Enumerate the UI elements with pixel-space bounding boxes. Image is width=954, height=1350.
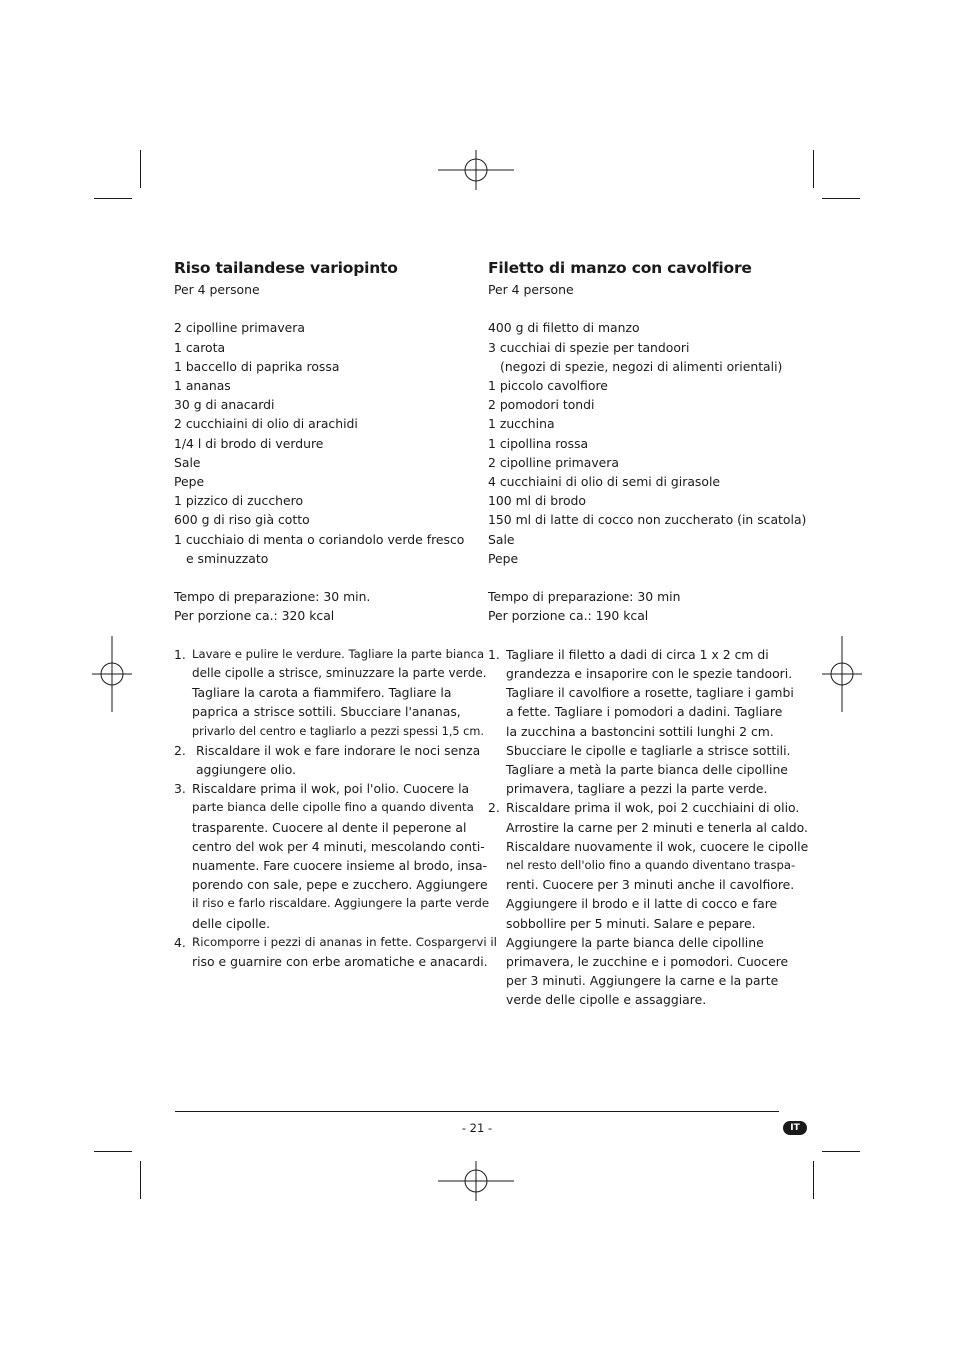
step-line: privarlo del centro e tagliarlo a pezzi spessi 1,5 cm. xyxy=(192,724,484,738)
step-number: 2. xyxy=(174,742,186,758)
step-line: renti. Cuocere per 3 minuti anche il cavolfiore. xyxy=(506,877,795,893)
step-line: sobbollire per 5 minuti. Salare e pepare. xyxy=(506,915,756,931)
step-line: a fette. Tagliare i pomodori a dadini. Tagliare xyxy=(506,704,783,720)
recipe-title: Filetto di manzo con cavolfiore xyxy=(488,259,752,277)
step-line: per 3 minuti. Aggiungere la carne e la parte xyxy=(506,973,779,989)
ingredient: 600 g di riso già cotto xyxy=(174,512,310,528)
ingredient: Sale xyxy=(174,454,201,470)
step-line: trasparente. Cuocere al dente il peperone al xyxy=(192,819,467,835)
step-line: Arrostire la carne per 2 minuti e tenerla al caldo. xyxy=(506,819,808,835)
registration-mark-right xyxy=(804,636,880,712)
step-line: primavera, tagliare a pezzi la parte verde. xyxy=(506,781,768,797)
step-line: Tagliare il filetto a dadi di circa 1 x 2 cm di xyxy=(506,646,769,662)
registration-mark-top xyxy=(438,132,514,208)
steps-list xyxy=(488,645,809,1010)
crop-mark xyxy=(822,198,860,199)
ingredient: 2 cipolline primavera xyxy=(488,454,619,470)
ingredient: 1 baccello di paprika rossa xyxy=(174,358,340,374)
step-line: nel resto dell'olio fino a quando diventano traspa- xyxy=(506,858,796,873)
servings: Per 4 persone xyxy=(174,282,260,297)
ingredient: e sminuzzato xyxy=(186,550,269,566)
ingredient-list xyxy=(488,318,807,568)
ingredient: 4 cucchiaini di olio di semi di girasole xyxy=(488,474,721,490)
footer-rule xyxy=(175,1111,779,1112)
step-line: aggiungere olio. xyxy=(192,762,297,778)
crop-mark xyxy=(94,198,132,199)
step-line: Riscaldare il wok e fare indorare le noci senza xyxy=(192,742,481,758)
step-line: grandezza e insaporire con le spezie tandoori. xyxy=(506,666,793,682)
step xyxy=(488,798,809,1009)
step-line: Riscaldare nuovamente il wok, cuocere le cipolle xyxy=(506,838,809,854)
recipe-title: Riso tailandese variopinto xyxy=(174,259,398,277)
step-line: Tagliare a metà la parte bianca delle cipolline xyxy=(506,762,788,778)
step-number: 2. xyxy=(488,800,500,816)
steps-list xyxy=(174,645,497,971)
registration-mark-left xyxy=(74,636,150,712)
step-line: Lavare e pulire le verdure. Tagliare la parte bianca xyxy=(192,646,485,661)
ingredient: (negozi di spezie, negozi di alimenti orientali) xyxy=(500,358,783,374)
step-line: il riso e farlo riscaldare. Aggiungere la parte verde xyxy=(192,896,490,911)
step xyxy=(174,779,490,933)
step-line: riso e guarnire con erbe aromatiche e anacardi. xyxy=(192,954,488,970)
ingredient: 1 cucchiaio di menta o coriandolo verde fresco xyxy=(174,531,465,547)
ingredient: 1 pizzico di zucchero xyxy=(174,493,304,509)
ingredient-list xyxy=(174,318,469,568)
step-line: Riscaldare prima il wok, poi 2 cucchiaini di olio. xyxy=(506,800,800,816)
crop-mark xyxy=(822,1151,860,1152)
ingredient: 2 cipolline primavera xyxy=(174,320,305,336)
ingredient: 1/4 l di brodo di verdure xyxy=(174,435,324,451)
step-line: paprica a strisce sottili. Sbucciare l'ananas, xyxy=(192,704,461,720)
step-line: Aggiungere il brodo e il latte di cocco e fare xyxy=(506,896,778,912)
step-number: 1. xyxy=(174,646,186,662)
ingredient: 2 pomodori tondi xyxy=(488,397,595,413)
step-line: delle cipolle a strisce, sminuzzare la parte verde. xyxy=(192,666,487,681)
step xyxy=(174,741,481,779)
step-line: la zucchina a bastoncini sottili lunghi 2 cm. xyxy=(506,723,774,739)
step-line: delle cipolle. xyxy=(192,915,271,931)
step-line: Sbucciare le cipolle e tagliarle a strisce sottili. xyxy=(506,742,791,758)
step xyxy=(488,645,794,799)
ingredient: Pepe xyxy=(488,550,519,566)
step-line: parte bianca delle cipolle fino a quando diventa xyxy=(192,800,474,815)
servings: Per 4 persone xyxy=(488,282,574,297)
ingredient: 30 g di anacardi xyxy=(174,397,275,413)
step-line: primavera, le zucchine e i pomodori. Cuocere xyxy=(506,954,789,970)
page-number: - 21 - xyxy=(461,1121,493,1135)
prep-time: Tempo di preparazione: 30 min. xyxy=(174,589,371,605)
recipe-right xyxy=(488,256,809,1010)
crop-mark xyxy=(140,150,141,188)
crop-mark xyxy=(813,150,814,188)
ingredient: 1 piccolo cavolfiore xyxy=(488,378,608,393)
prep-time: Tempo di preparazione: 30 min xyxy=(488,589,681,605)
step-line: porendo con sale, pepe e zucchero. Aggiungere xyxy=(192,877,488,893)
step-line: Tagliare il cavolfiore a rosette, tagliare i gambi xyxy=(506,685,794,701)
ingredient: 2 cucchiaini di olio di arachidi xyxy=(174,416,358,432)
step-number: 4. xyxy=(174,934,186,950)
language-badge: IT xyxy=(783,1121,807,1135)
step-line: nuamente. Fare cuocere insieme al brodo, insa- xyxy=(192,858,488,874)
crop-mark xyxy=(94,1151,132,1152)
step-number: 1. xyxy=(488,646,500,662)
ingredient: Sale xyxy=(488,531,515,547)
ingredient: 3 cucchiai di spezie per tandoori xyxy=(488,339,690,355)
step-line: verde delle cipolle e assaggiare. xyxy=(506,992,707,1008)
recipe-left xyxy=(174,256,497,971)
ingredient: Pepe xyxy=(174,474,205,490)
registration-mark-bottom xyxy=(438,1143,514,1219)
step-line: centro del wok per 4 minuti, mescolando conti- xyxy=(192,838,485,854)
step-line: Riscaldare prima il wok, poi l'olio. Cuocere la xyxy=(192,781,470,797)
calories: Per porzione ca.: 190 kcal xyxy=(488,608,649,624)
ingredient: 1 cipollina rossa xyxy=(488,435,589,451)
crop-mark xyxy=(813,1161,814,1199)
step-line: Tagliare la carota a fiammifero. Tagliare la xyxy=(192,685,452,701)
ingredient: 150 ml di latte di cocco non zuccherato (in scatola) xyxy=(488,512,807,528)
calories: Per porzione ca.: 320 kcal xyxy=(174,608,335,624)
ingredient: 1 ananas xyxy=(174,378,231,393)
step xyxy=(174,645,487,741)
step-number: 3. xyxy=(174,781,186,797)
ingredient: 400 g di filetto di manzo xyxy=(488,320,640,336)
step xyxy=(174,933,497,971)
step-line: Aggiungere la parte bianca delle cipolline xyxy=(506,934,764,950)
ingredient: 100 ml di brodo xyxy=(488,493,586,509)
step-line: Ricomporre i pezzi di ananas in fette. Cospargervi il xyxy=(192,934,497,949)
ingredient: 1 carota xyxy=(174,339,226,355)
ingredient: 1 zucchina xyxy=(488,416,555,432)
crop-mark xyxy=(140,1161,141,1199)
